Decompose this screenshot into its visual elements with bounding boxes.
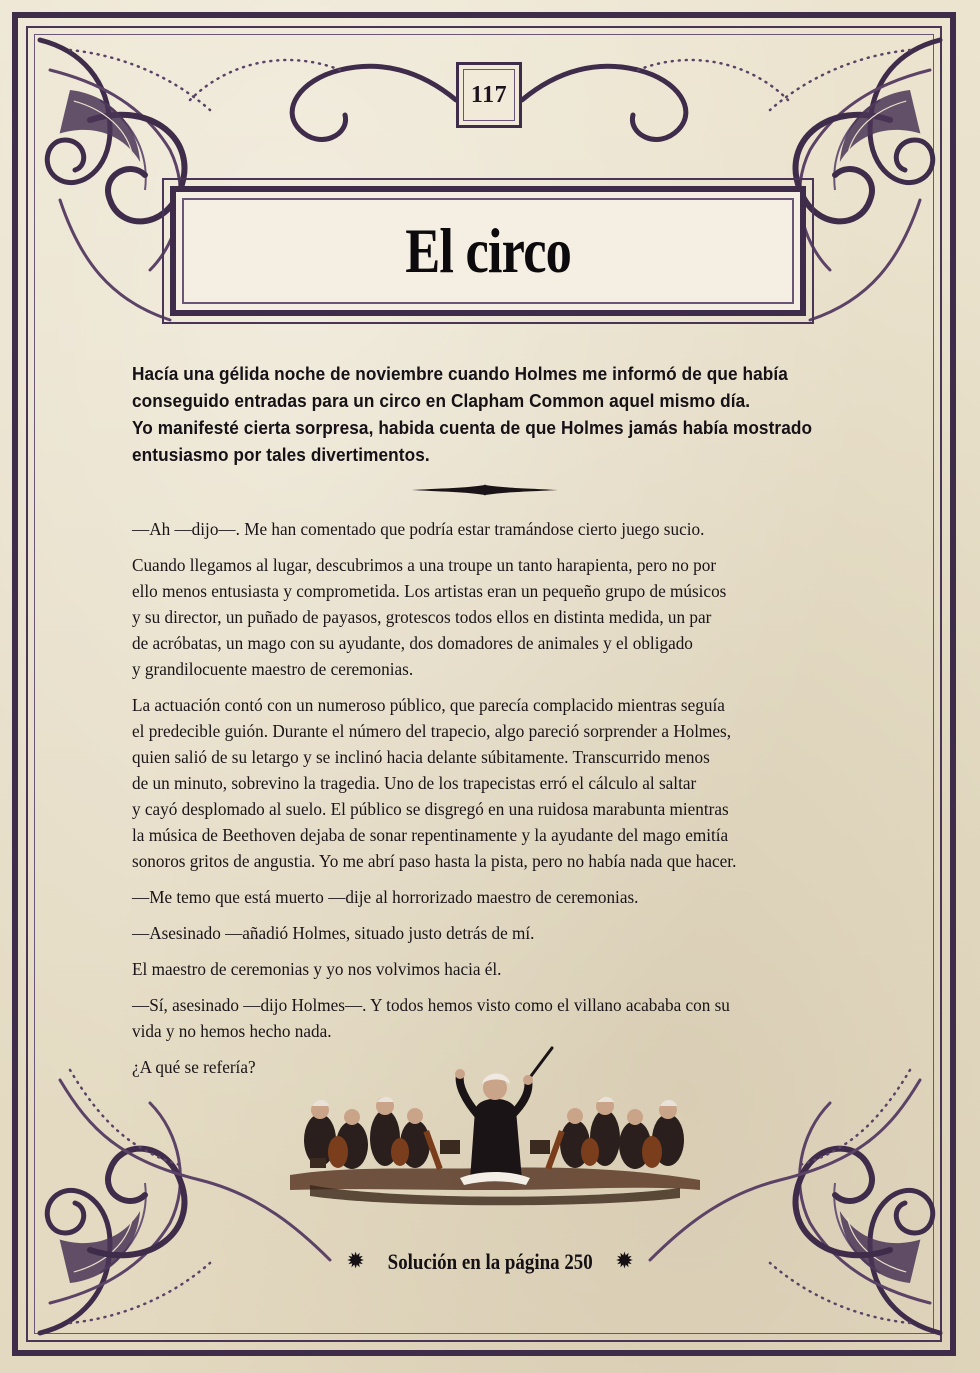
story-line: —Asesinado —añadió Holmes, situado justo detrás de mí. — [132, 923, 535, 943]
story-line: de acróbatas, un mago con su ayudante, dos domadores de animales y el obligado — [132, 633, 693, 653]
page-number-box — [456, 62, 522, 128]
intro-line: entusiasmo por tales divertimentos. — [132, 444, 430, 465]
intro-line: Hacía una gélida noche de noviembre cuando Holmes me informó de que había — [132, 363, 788, 384]
story-line: y cayó desplomado al suelo. El público se disgregó en una ruidosa marabunta mientras — [132, 799, 729, 819]
story-line: y grandilocuente maestro de ceremonias. — [132, 659, 414, 679]
story-paragraph — [132, 956, 850, 982]
intro-line: conseguido entradas para un circo en Clapham Common aquel mismo día. — [132, 390, 751, 411]
story-line: de un minuto, sobrevino la tragedia. Uno de los trapecistas erró el cálculo al saltar — [132, 773, 697, 793]
story-line: —Sí, asesinado —dijo Holmes—. Y todos hemos visto como el villano acababa con su — [132, 995, 730, 1015]
story-paragraph — [132, 884, 850, 910]
story-line: vida y no hemos hecho nada. — [132, 1021, 332, 1041]
intro-line: Yo manifesté cierta sorpresa, habida cuenta de que Holmes jamás había mostrado — [132, 417, 813, 438]
title-box — [170, 186, 806, 316]
story-line: y su director, un puñado de payasos, grotescos todos ellos en distinta medida, un par — [132, 607, 712, 627]
intro-paragraph — [132, 360, 872, 468]
ornament-star-icon: ✹ — [346, 1249, 365, 1274]
story-line: —Ah —dijo—. Me han comentado que podría estar tramándose cierto juego sucio. — [132, 519, 705, 539]
divider-ornament-icon — [410, 482, 560, 498]
story-line: sonoros gritos de angustia. Yo me abrí paso hasta la pista, pero no había nada que hacer. — [132, 851, 737, 871]
page-number: 117 — [470, 81, 508, 108]
page-title: El circo — [405, 215, 571, 286]
story-line: La actuación contó con un numeroso público, que parecía complacido mientras seguía — [132, 695, 725, 715]
story-line: el predecible guión. Durante el número del trapecio, algo pareció sorprender a Holmes, — [132, 721, 732, 741]
story-paragraph — [132, 992, 850, 1044]
story-line: ello menos entusiasta y comprometida. Los artistas eran un pequeño grupo de músicos — [132, 581, 727, 601]
story-body — [132, 516, 850, 1090]
solution-footer — [346, 1244, 634, 1280]
story-line: Cuando llegamos al lugar, descubrimos a una troupe un tanto harapienta, pero no por — [132, 555, 717, 575]
story-paragraph — [132, 516, 850, 542]
ornament-star-icon: ✹ — [615, 1249, 634, 1274]
story-line: quien salió de su letargo y se inclinó hacia delante súbitamente. Transcurrido menos — [132, 747, 710, 767]
story-line: la música de Beethoven dejaba de sonar repentinamente y la ayudante del mago emitía — [132, 825, 729, 845]
orchestra-conductor-illustration — [290, 1040, 700, 1210]
story-paragraph — [132, 692, 850, 874]
story-line: ¿A qué se refería? — [132, 1057, 256, 1077]
solution-page-reference: Solución en la página 250 — [387, 1249, 593, 1274]
story-paragraph — [132, 920, 850, 946]
conductor-figure — [455, 1048, 552, 1180]
story-paragraph — [132, 552, 850, 682]
story-line: El maestro de ceremonias y yo nos volvimos hacia él. — [132, 959, 502, 979]
story-line: —Me temo que está muerto —dije al horrorizado maestro de ceremonias. — [132, 887, 639, 907]
